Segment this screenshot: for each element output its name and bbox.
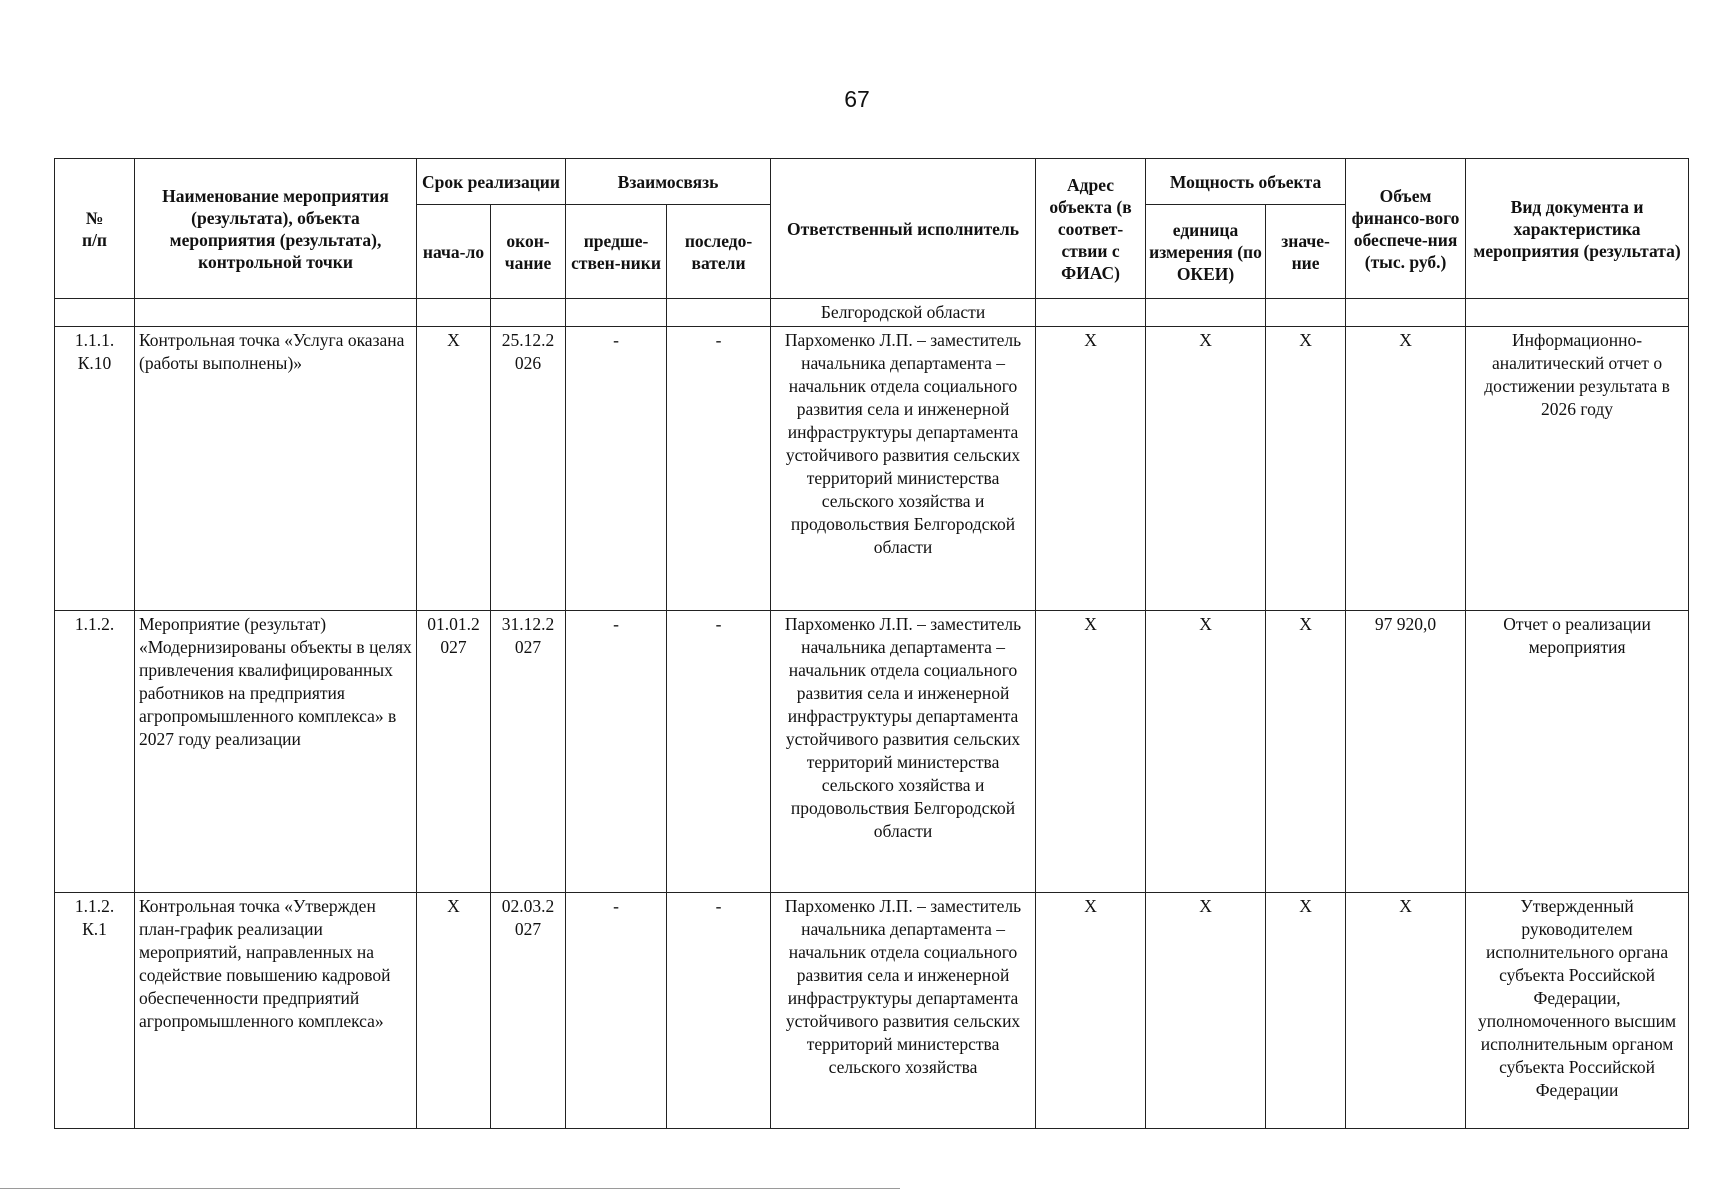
header-link: Взаимосвязь <box>566 159 771 205</box>
row-finance: 97 920,0 <box>1346 611 1466 893</box>
row-unit: X <box>1146 893 1266 1129</box>
row-address: X <box>1036 893 1146 1129</box>
row-doc: Отчет о реализации мероприятия <box>1466 611 1689 893</box>
header-capacity-unit: единица измерения (по ОКЕИ) <box>1146 205 1266 299</box>
header-finance: Объем финансо-вого обеспече-ния (тыс. руб.) <box>1346 159 1466 299</box>
activity-table <box>54 158 1689 1129</box>
row-doc: Информационно-аналитический отчет о достижении результата в 2026 году <box>1466 327 1689 611</box>
row-name: Мероприятие (результат) «Модернизированы объекты в целях привлечения квалифицированных работников на предприятия агропромышленного комплекса» в 2027 году реализации <box>135 611 417 893</box>
continuation-responsible: Белгородской области <box>771 299 1036 327</box>
page-number: 67 <box>844 86 870 112</box>
header-num: № п/п <box>55 159 135 299</box>
header-link-next: последо-ватели <box>667 205 771 299</box>
row-unit: X <box>1146 327 1266 611</box>
table-row <box>55 611 1689 893</box>
row-name: Контрольная точка «Утвержден план-график реализации мероприятий, направленных на содействие повышению кадровой обеспеченности предприятий агропромышленного комплекса» <box>135 893 417 1129</box>
table-row <box>55 327 1689 611</box>
header-responsible: Ответственный исполнитель <box>771 159 1036 299</box>
header-link-prev: предше-ствен-ники <box>566 205 667 299</box>
row-next: - <box>667 611 771 893</box>
row-unit: X <box>1146 611 1266 893</box>
row-next: - <box>667 893 771 1129</box>
row-start: X <box>417 327 491 611</box>
row-start: 01.01.2 027 <box>417 611 491 893</box>
row-next: - <box>667 327 771 611</box>
row-end: 02.03.2 027 <box>491 893 566 1129</box>
header-capacity-value: значе-ние <box>1266 205 1346 299</box>
row-responsible: Пархоменко Л.П. – заместитель начальника департамента – начальник отдела социального развития села и инженерной инфраструктуры департамента устойчивого развития сельских территорий министерства сельского хозяйства и продовольствия Белгородской области <box>771 611 1036 893</box>
header-capacity: Мощность объекта <box>1146 159 1346 205</box>
bottom-scan-rule <box>0 1188 900 1189</box>
row-address: X <box>1036 611 1146 893</box>
row-finance: X <box>1346 893 1466 1129</box>
table-row <box>55 893 1689 1129</box>
row-prev: - <box>566 327 667 611</box>
header-term-end: окон-чание <box>491 205 566 299</box>
continuation-row <box>55 299 1689 327</box>
header-term-start: нача-ло <box>417 205 491 299</box>
header-doc: Вид документа и характеристика мероприятия (результата) <box>1466 159 1689 299</box>
row-end: 31.12.2 027 <box>491 611 566 893</box>
row-num: 1.1.2. К.1 <box>55 893 135 1129</box>
row-doc: Утвержденный руководителем исполнительного органа субъекта Российской Федерации, уполномоченного высшим исполнительным органом субъекта Российской Федерации <box>1466 893 1689 1129</box>
row-prev: - <box>566 893 667 1129</box>
row-address: X <box>1036 327 1146 611</box>
header-name: Наименование мероприятия (результата), объекта мероприятия (результата), контрольной точки <box>135 159 417 299</box>
row-name: Контрольная точка «Услуга оказана (работы выполнены)» <box>135 327 417 611</box>
row-num: 1.1.1. К.10 <box>55 327 135 611</box>
row-value: X <box>1266 893 1346 1129</box>
row-prev: - <box>566 611 667 893</box>
header-term: Срок реализации <box>417 159 566 205</box>
row-responsible: Пархоменко Л.П. – заместитель начальника департамента – начальник отдела социального развития села и инженерной инфраструктуры департамента устойчивого развития сельских территорий министерства сельского хозяйства и продовольствия Белгородской области <box>771 327 1036 611</box>
header-address: Адрес объекта (в соответ-ствии с ФИАС) <box>1036 159 1146 299</box>
row-end: 25.12.2 026 <box>491 327 566 611</box>
row-num: 1.1.2. <box>55 611 135 893</box>
row-value: X <box>1266 327 1346 611</box>
row-finance: X <box>1346 327 1466 611</box>
row-start: X <box>417 893 491 1129</box>
row-responsible: Пархоменко Л.П. – заместитель начальника департамента – начальник отдела социального развития села и инженерной инфраструктуры департамента устойчивого развития сельских территорий министерства сельского хозяйства <box>771 893 1036 1129</box>
row-value: X <box>1266 611 1346 893</box>
